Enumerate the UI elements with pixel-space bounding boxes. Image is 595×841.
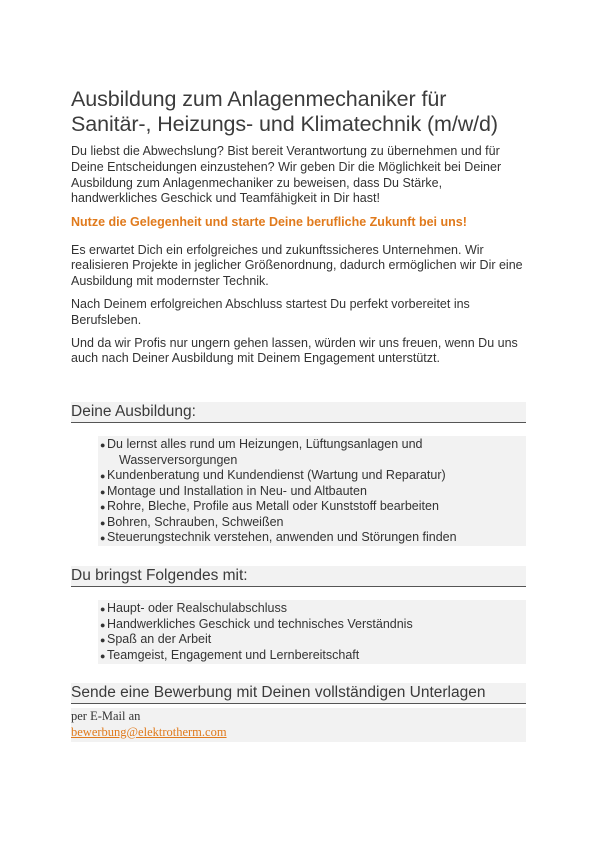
list-item-text: Montage und Installation in Neu- und Altbauten (107, 483, 367, 498)
job-posting (71, 87, 526, 367)
list-item (98, 617, 526, 633)
list-item (98, 499, 526, 515)
intro-paragraph: Du liebst die Abwechslung? Bist bereit Verantwortung zu übernehmen und für Deine Entscheidungen einzustehen? Wir geben Dir die Möglichkeit bei Deiner Ausbildung zum Anlagenmechaniker zu beweisen, dass Du Stärke, handwerkliches Geschick und Teamfähigkeit in Dir hast! (71, 144, 502, 206)
bullet-icon: ● (100, 440, 106, 450)
contact-label: per E-Mail an (71, 709, 141, 723)
retention-paragraph: Und da wir Profis nur ungern gehen lassen, würden wir uns freuen, wenn Du uns auch nach Deiner Ausbildung mit Deinem Engagement unterstützt. (71, 335, 518, 366)
contact-box (71, 708, 526, 742)
list-item-continuation: Wasserversorgungen (119, 452, 238, 467)
list-item-text: Bohren, Schrauben, Schweißen (107, 514, 284, 529)
bullet-icon: ● (100, 486, 106, 497)
bullet-icon: ● (100, 619, 106, 630)
bullet-icon: ● (100, 502, 106, 512)
company-paragraph: Es erwartet Dich ein erfolgreiches und zukunftssicheres Unternehmen. Wir realisieren Projekte in jeglicher Größenordnung, dadurch ermöglichen wir Dir eine Ausbildung mit modernster Technik. (71, 242, 523, 289)
list-item-text: Kundenberatung und Kundendienst (Wartung und Reparatur) (107, 468, 446, 482)
list-item-text: Du lernst alles rund um Heizungen, Lüftungsanlagen und (107, 437, 423, 451)
cta-text: Nutze die Gelegenheit und starte Deine berufliche Zukunft bei uns! (71, 215, 467, 230)
list-item (98, 601, 526, 617)
section-heading-ausbildung (71, 402, 526, 423)
list-item-text: Handwerkliches Geschick und technisches Verständnis (107, 616, 413, 631)
list-item (98, 437, 526, 468)
list-item-text: Spaß an der Arbeit (107, 632, 212, 646)
bullet-icon: ● (100, 650, 106, 661)
list-item-text: Steuerungstechnik verstehen, anwenden und Störungen finden (107, 530, 457, 544)
section-heading-ausbildung-label: Deine Ausbildung: (71, 403, 196, 420)
list-item (98, 648, 526, 664)
section-heading-mitbringen (71, 566, 526, 587)
mitbringen-list (98, 600, 526, 664)
list-item (98, 468, 526, 484)
email-link[interactable]: bewerbung@elektrotherm.com (71, 725, 227, 739)
page-title: Ausbildung zum Anlagenmechaniker für Sanitär-, Heizungs- und Klimatechnik (m/w/d) (71, 87, 498, 136)
list-item-text: Rohre, Bleche, Profile aus Metall oder Kunststoff bearbeiten (107, 499, 439, 513)
career-paragraph: Nach Deinem erfolgreichen Abschluss startest Du perfekt vorbereitet ins Berufsleben. (71, 297, 470, 327)
section-heading-mitbringen-label: Du bringst Folgendes mit: (71, 567, 248, 584)
bullet-icon: ● (100, 533, 106, 543)
list-item (98, 515, 526, 531)
list-item (98, 484, 526, 500)
bullet-icon: ● (100, 635, 106, 645)
section-heading-bewerbung (71, 683, 526, 704)
ausbildung-list (98, 436, 526, 546)
bullet-icon: ● (100, 517, 106, 528)
list-item (98, 530, 526, 546)
bullet-icon: ● (100, 604, 106, 614)
list-item-text: Teamgeist, Engagement und Lernbereitschaft (107, 647, 360, 662)
section-heading-bewerbung-label: Sende eine Bewerbung mit Deinen vollständigen Unterlagen (71, 684, 486, 701)
list-item (98, 632, 526, 648)
list-item-text: Haupt- oder Realschulabschluss (107, 601, 287, 615)
bullet-icon: ● (100, 471, 106, 481)
